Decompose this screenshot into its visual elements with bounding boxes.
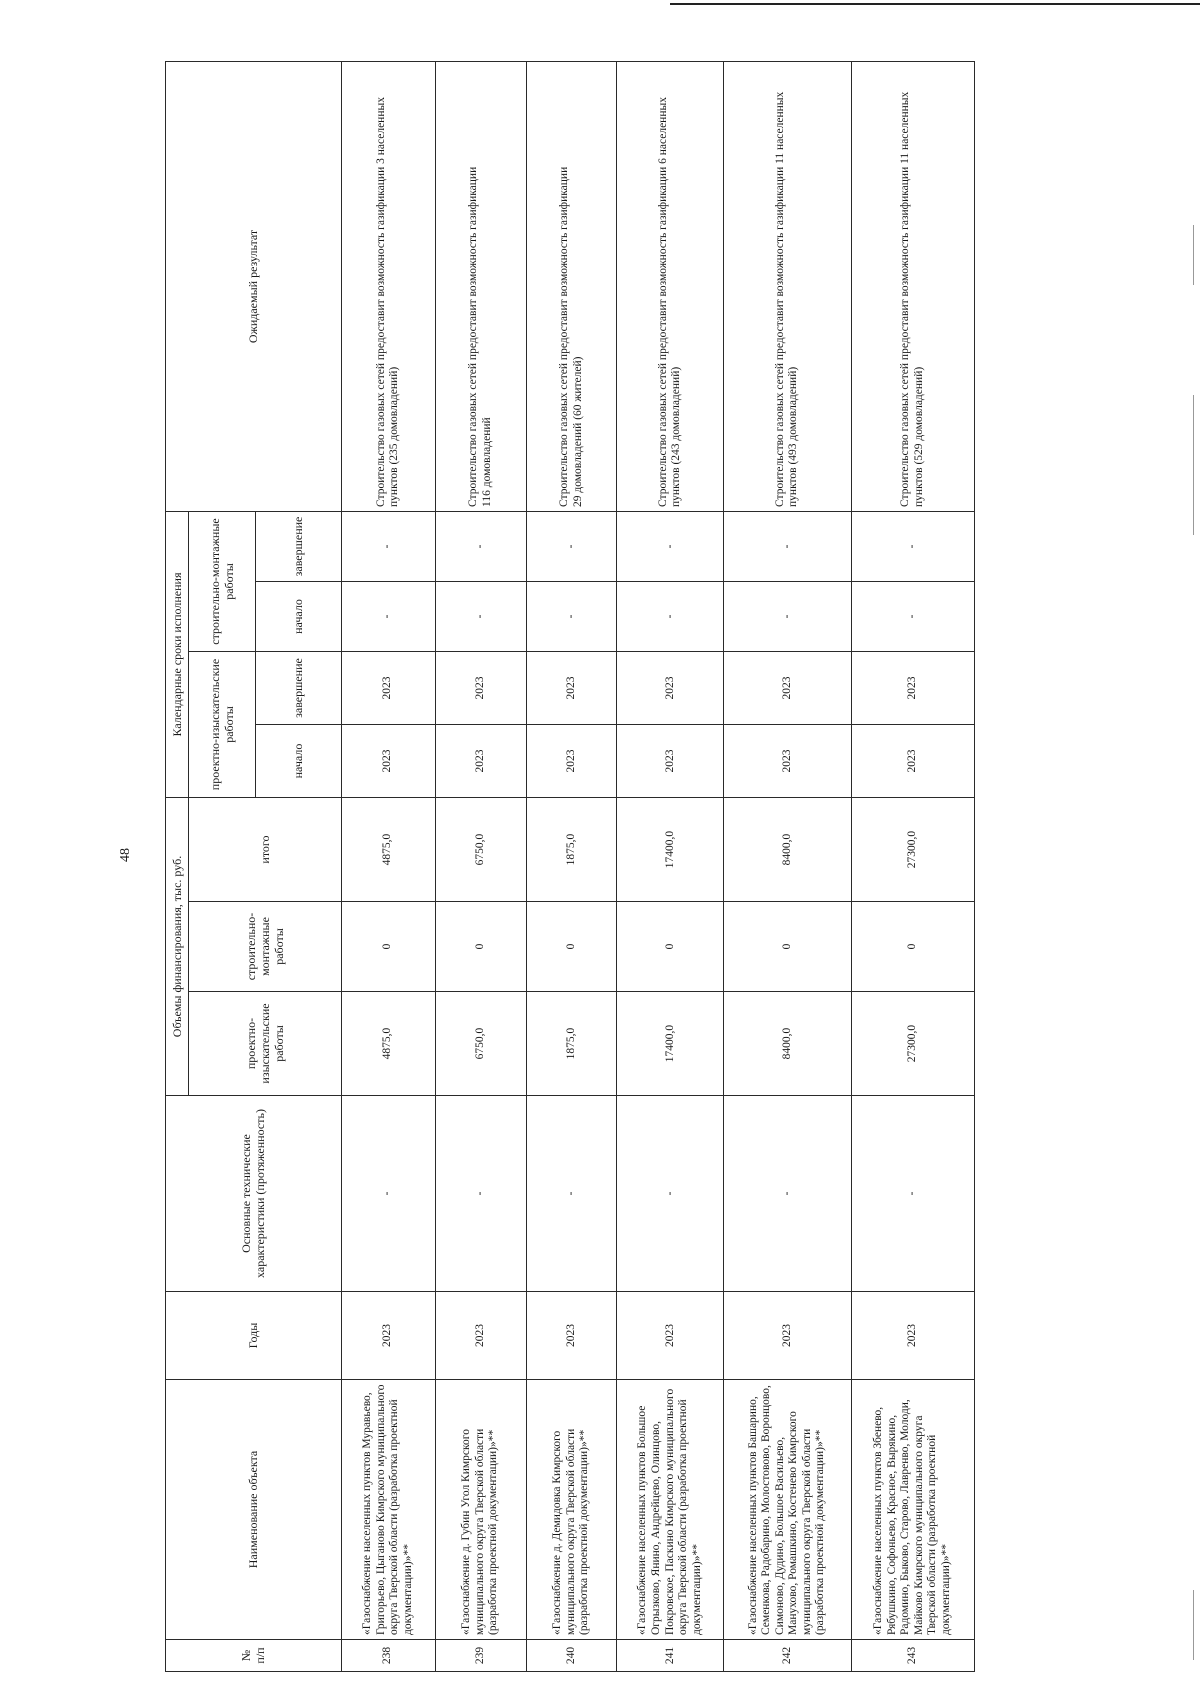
scan-edge-mark [1193, 225, 1194, 285]
fin-construct-value: 0 [526, 902, 617, 992]
fin-design-value: 17400,0 [617, 992, 724, 1096]
fin-design-value: 27300,0 [851, 992, 974, 1096]
row-number: 239 [435, 1640, 526, 1672]
header-row [166, 61, 189, 1671]
expected-result: Строительство газовых сетей предоставит возможность газификации 116 домовладений [435, 61, 526, 511]
tech-characteristics: - [617, 1096, 724, 1292]
header-cal-construct: строительно-монтажные работы [188, 511, 255, 651]
design-start: 2023 [341, 725, 435, 798]
object-name: «Газоснабжение населенных пунктов Збенево, Рябушкино, Софоньево, Красное, Вырякино, Радомино, Быково, Старово, Лавренво, Молоди, Майково Кимрского муниципального округа Тверской области (разработка проектной документации)»** [851, 1380, 974, 1640]
design-start: 2023 [851, 725, 974, 798]
construct-start: - [435, 582, 526, 652]
year-cell: 2023 [435, 1292, 526, 1380]
object-name: «Газоснабжение д. Губин Угол Кимрского муниципального округа Тверской области (разработка проектной документации)»** [435, 1380, 526, 1640]
fin-total-value: 1875,0 [526, 798, 617, 902]
header-calendar-group: Календарные сроки исполнения [166, 511, 189, 797]
expected-result: Строительство газовых сетей предоставит возможность газификации 6 населенных пунктов (243 домовладений) [617, 61, 724, 511]
fin-design-value: 8400,0 [724, 992, 852, 1096]
fin-design-value: 4875,0 [341, 992, 435, 1096]
rotated-table-container [165, 62, 975, 1672]
year-cell: 2023 [526, 1292, 617, 1380]
scan-edge-mark [1193, 1590, 1194, 1660]
construct-start: - [526, 582, 617, 652]
design-start: 2023 [724, 725, 852, 798]
construct-end: - [341, 511, 435, 581]
row-number: 242 [724, 1640, 852, 1672]
fin-total-value: 4875,0 [341, 798, 435, 902]
header-name: Наименование объекта [166, 1380, 342, 1640]
object-name: «Газоснабжение населенных пунктов Башарино, Семенкова, Радобарино, Молостовово, Воронцово, Симоново, Дудино, Большое Васильево, Манухово, Ромашкино, Костенево Кимрского муниципального округа Тверской области (разработка проектной документации)»** [724, 1380, 852, 1640]
fin-design-value: 1875,0 [526, 992, 617, 1096]
year-cell: 2023 [724, 1292, 852, 1380]
fin-design-value: 6750,0 [435, 992, 526, 1096]
design-end: 2023 [724, 652, 852, 725]
tech-characteristics: - [435, 1096, 526, 1292]
year-cell: 2023 [617, 1292, 724, 1380]
row-number: 243 [851, 1640, 974, 1672]
construct-end: - [724, 511, 852, 581]
fin-construct-value: 0 [341, 902, 435, 992]
tech-characteristics: - [526, 1096, 617, 1292]
construct-start: - [341, 582, 435, 652]
fin-construct-value: 0 [617, 902, 724, 992]
row-number: 240 [526, 1640, 617, 1672]
design-end: 2023 [851, 652, 974, 725]
header-fin-construct: строительно-монтажные работы [188, 902, 341, 992]
table-row [724, 61, 852, 1671]
design-start: 2023 [526, 725, 617, 798]
expected-result: Строительство газовых сетей предоставит возможность газификации 29 домовладений (60 жителей) [526, 61, 617, 511]
row-number: 238 [341, 1640, 435, 1672]
object-name: «Газоснабжение населенных пунктов Муравьево, Григорьево, Цыганово Кимрского муниципального округа Тверской области (разработка проектной документации)»** [341, 1380, 435, 1640]
fin-total-value: 17400,0 [617, 798, 724, 902]
fin-total-value: 8400,0 [724, 798, 852, 902]
scan-edge-mark [1193, 395, 1194, 535]
design-end: 2023 [526, 652, 617, 725]
table-row [526, 61, 617, 1671]
header-years: Годы [166, 1292, 342, 1380]
table-row [851, 61, 974, 1671]
expected-result: Строительство газовых сетей предоставит возможность газификации 11 населенных пунктов (529 домовладений) [851, 61, 974, 511]
header-cal-design: проектно-изыскательские работы [188, 652, 255, 798]
page-number: 48 [118, 848, 133, 862]
header-finance-group: Объемы финансирования, тыс. руб. [166, 798, 189, 1096]
object-name: «Газоснабжение населенных пунктов Большое Огрызково, Янино, Андрейцево, Олинцово, Покровское, Паскино Кимрского муниципального округа Тверской области (разработка проектной документации)»** [617, 1380, 724, 1640]
design-end: 2023 [617, 652, 724, 725]
construct-start: - [851, 582, 974, 652]
header-design-start: начало [255, 725, 341, 798]
header-construct-end: завершение [255, 511, 341, 581]
header-construct-start: начало [255, 582, 341, 652]
tech-characteristics: - [724, 1096, 852, 1292]
construct-end: - [435, 511, 526, 581]
object-name: «Газоснабжение д. Демидовка Кимрского муниципального округа Тверской области (разработка проектной документации)»** [526, 1380, 617, 1640]
construct-end: - [526, 511, 617, 581]
construct-end: - [851, 511, 974, 581]
header-fin-total: итого [188, 798, 341, 902]
table-row [435, 61, 526, 1671]
construct-start: - [724, 582, 852, 652]
design-end: 2023 [435, 652, 526, 725]
fin-construct-value: 0 [435, 902, 526, 992]
design-start: 2023 [617, 725, 724, 798]
fin-total-value: 27300,0 [851, 798, 974, 902]
header-tech: Основные технические характеристики (протяженность) [166, 1096, 342, 1292]
year-cell: 2023 [341, 1292, 435, 1380]
year-cell: 2023 [851, 1292, 974, 1380]
fin-construct-value: 0 [851, 902, 974, 992]
gasification-table [165, 61, 975, 1672]
tech-characteristics: - [341, 1096, 435, 1292]
fin-construct-value: 0 [724, 902, 852, 992]
header-num: № п/п [166, 1640, 342, 1672]
construct-end: - [617, 511, 724, 581]
row-number: 241 [617, 1640, 724, 1672]
design-end: 2023 [341, 652, 435, 725]
tech-characteristics: - [851, 1096, 974, 1292]
expected-result: Строительство газовых сетей предоставит возможность газификации 3 населенных пунктов (235 домовладений) [341, 61, 435, 511]
header-fin-design: проектно-изыскательские работы [188, 992, 341, 1096]
design-start: 2023 [435, 725, 526, 798]
scan-edge-line [670, 3, 1200, 5]
table-row [341, 61, 435, 1671]
header-design-end: завершение [255, 652, 341, 725]
header-result: Ожидаемый результат [166, 61, 342, 511]
fin-total-value: 6750,0 [435, 798, 526, 902]
construct-start: - [617, 582, 724, 652]
expected-result: Строительство газовых сетей предоставит возможность газификации 11 населенных пунктов (493 домовладений) [724, 61, 852, 511]
table-row [617, 61, 724, 1671]
